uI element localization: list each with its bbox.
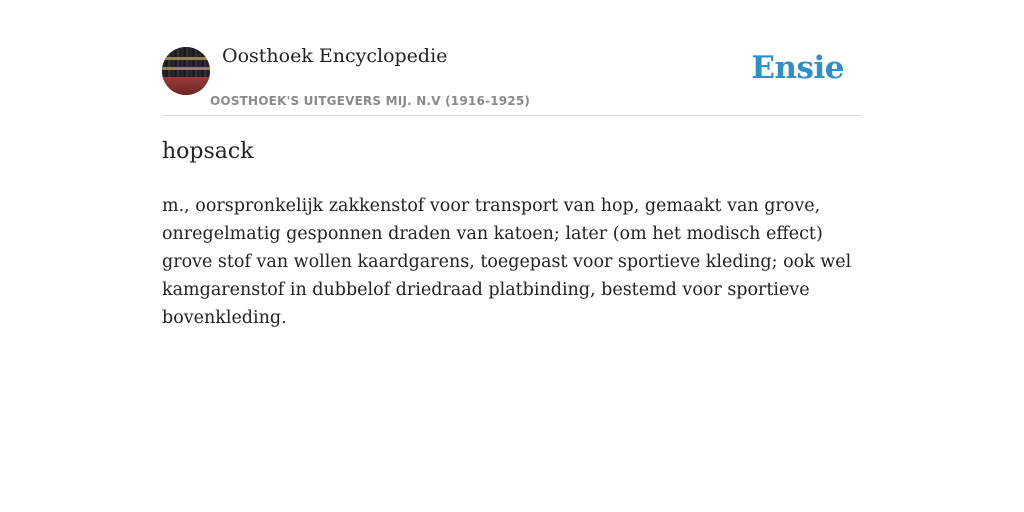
entry-definition: m., oorspronkelijk zakkenstof voor transport van hop, gemaakt van grove, onregelmatig gesponnen draden van katoen; later (om het modisch effect) grove stof van wollen kaardgarens, toegepast voor sportieve kleding; ook wel kamgarenstof in dubbelof driedraad platbinding, bestemd voor sportieve bovenkleding.: [162, 196, 852, 328]
book-band-decoration: [162, 57, 210, 60]
source-avatar[interactable]: [162, 47, 210, 95]
ensie-logo-link[interactable]: Ensie: [751, 50, 844, 86]
entry-headword: hopsack: [162, 139, 254, 164]
book-band-decoration: [162, 67, 210, 70]
source-title[interactable]: Oosthoek Encyclopedie: [222, 45, 448, 67]
book-cover-decoration: [162, 77, 210, 95]
source-subtitle: OOSTHOEK'S UITGEVERS MIJ. N.V (1916-1925): [210, 94, 531, 108]
source-header: [162, 40, 862, 116]
